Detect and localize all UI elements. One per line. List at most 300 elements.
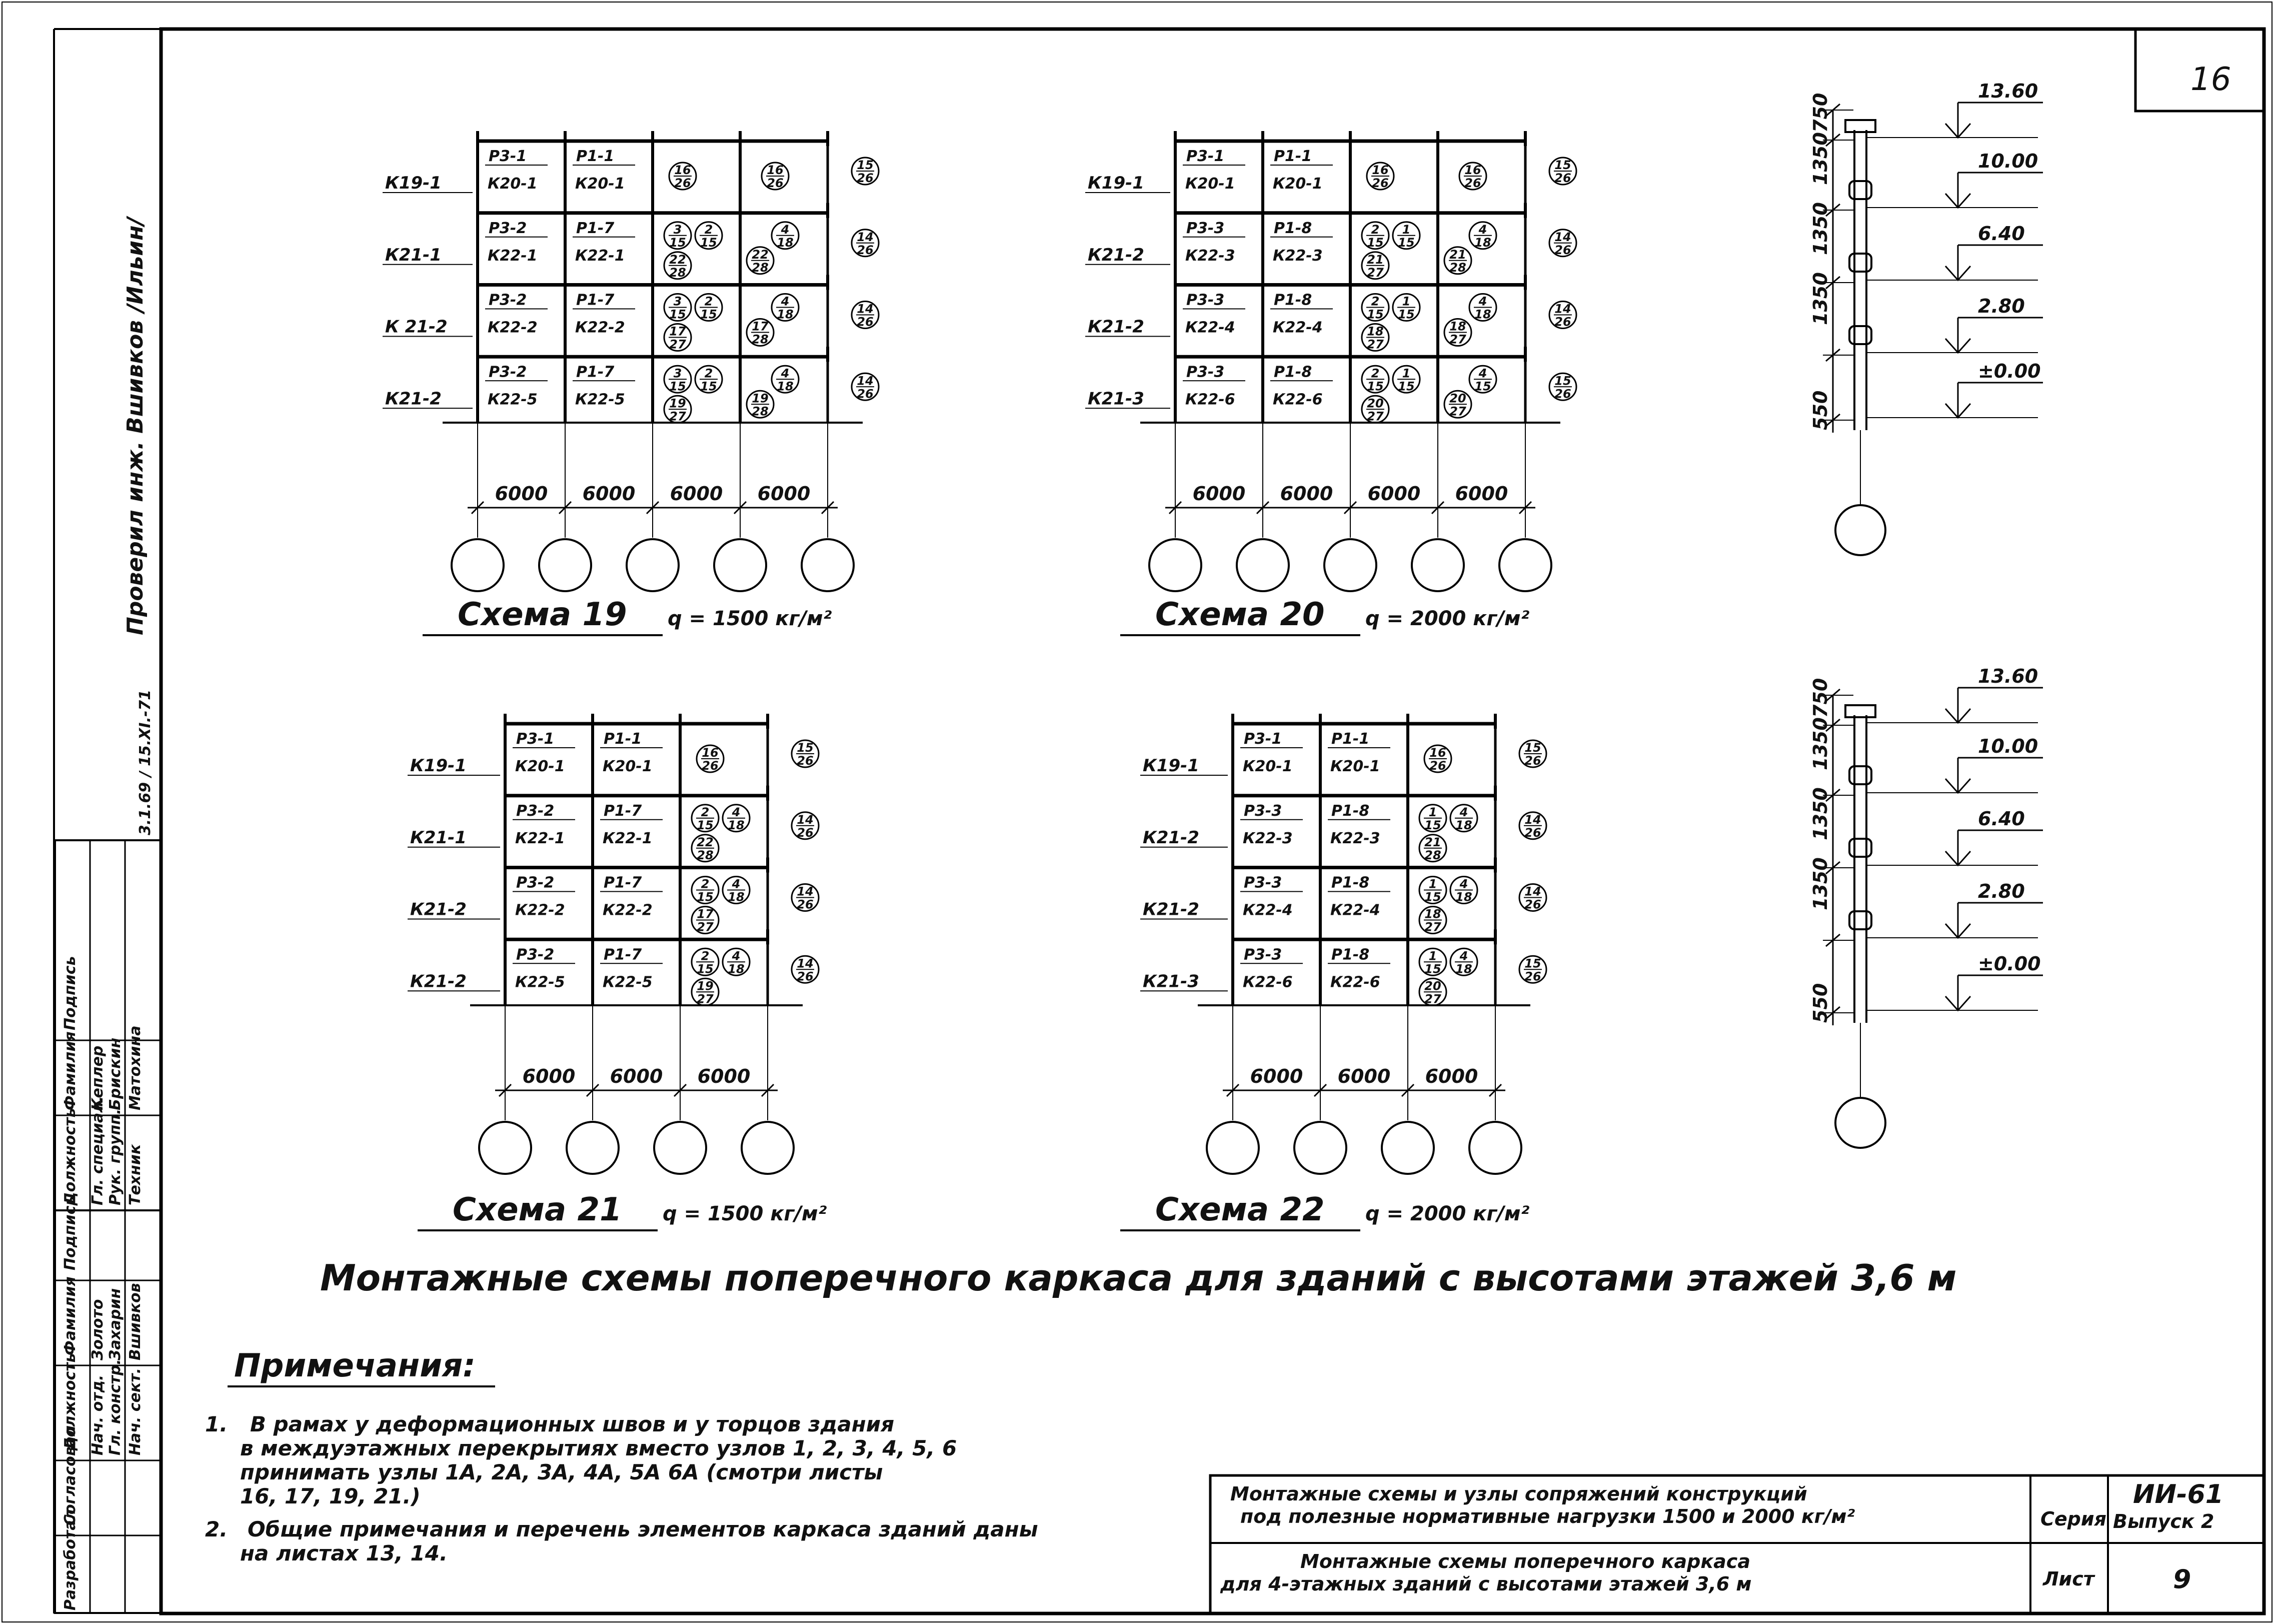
node-sheet: 18 <box>777 235 794 250</box>
node-sheet: 15 <box>1424 818 1441 832</box>
left-column-label: К21-2 <box>1088 245 1144 265</box>
node-number: 15 <box>1524 741 1541 755</box>
column-label: К20-1 <box>1185 175 1235 193</box>
scheme-title: Схема 19 <box>458 596 627 633</box>
node-sheet: 27 <box>669 409 686 424</box>
beam-label: Р1-1 <box>604 730 642 748</box>
node-sheet: 26 <box>857 243 874 257</box>
column-label: К22-3 <box>1330 829 1380 847</box>
span-dimension: 6000 <box>757 483 811 505</box>
beam-label: Р1-7 <box>604 874 642 892</box>
axis-circle <box>1294 1122 1346 1174</box>
beam-label: Р3-3 <box>1186 291 1225 309</box>
column-label: К22-1 <box>515 829 565 847</box>
node-ref <box>1469 366 1496 393</box>
node-number: 4 <box>781 366 790 381</box>
node-sheet: 15 <box>1367 235 1384 250</box>
height-dimension: 1350 <box>1809 717 1831 770</box>
column-label: К22-6 <box>1330 973 1380 991</box>
node-sheet: 15 <box>697 818 714 832</box>
node-ref <box>664 366 691 393</box>
node-sheet: 27 <box>1367 337 1384 352</box>
left-column-label: К21-3 <box>1143 971 1199 992</box>
node-sheet: 26 <box>857 171 874 185</box>
node-sheet: 26 <box>702 759 719 773</box>
node-ref <box>1393 222 1420 250</box>
axis-circle <box>1835 1098 1885 1148</box>
column-label: К22-3 <box>1273 247 1323 265</box>
node-number: 19 <box>752 391 769 406</box>
node-sheet: 15 <box>1474 379 1491 394</box>
axis-circle <box>1149 539 1201 591</box>
column-label: К22-3 <box>1185 247 1235 265</box>
span-dimension: 6000 <box>1425 1065 1478 1087</box>
issue-value: Выпуск 2 <box>2113 1510 2214 1532</box>
column-label: К20-1 <box>1243 758 1293 775</box>
column-label: К20-1 <box>488 175 538 193</box>
node-sheet: 18 <box>777 307 794 322</box>
node-ref <box>1419 907 1446 934</box>
axis-circle <box>1237 539 1289 591</box>
node-number: 17 <box>752 319 769 334</box>
stamp-name: Матохина <box>127 1025 144 1110</box>
node-number: 14 <box>1554 230 1571 244</box>
axis-circle <box>714 539 766 591</box>
note-line: В рамах у деформационных швов и у торцов здания <box>250 1412 895 1436</box>
axis-circle <box>627 539 679 591</box>
node-ref <box>697 745 724 773</box>
scheme-title: Схема 22 <box>1155 1191 1325 1228</box>
node-sheet: 18 <box>1474 235 1491 250</box>
main-title: Монтажные схемы поперечного каркаса для зданий с высотами этажей 3,6 м <box>320 1257 1957 1299</box>
node-sheet: 26 <box>1524 969 1541 984</box>
node-ref <box>1362 222 1389 250</box>
left-column-label: К19-1 <box>1143 756 1199 776</box>
level-value: 10.00 <box>1978 735 2038 757</box>
column-console <box>1849 839 1871 857</box>
node-sheet: 27 <box>697 992 714 1006</box>
node-sheet: 26 <box>1372 176 1389 190</box>
node-ref <box>723 805 750 832</box>
node-number: 3 <box>673 366 682 381</box>
node-ref <box>772 294 799 322</box>
node-ref <box>1419 835 1446 862</box>
left-column-label: К19-1 <box>385 173 442 193</box>
stamp-header-name-1: Фамилия <box>62 1276 79 1355</box>
node-ref <box>664 222 691 250</box>
node-sheet: 15 <box>669 379 686 394</box>
node-number: 2 <box>1371 294 1380 309</box>
column-label: К20-1 <box>603 758 653 775</box>
beam-label: Р3-2 <box>489 219 527 237</box>
node-number: 14 <box>797 956 814 971</box>
beam-label: Р1-7 <box>604 946 642 964</box>
sheet-title-1: Монтажные схемы поперечного каркаса <box>1300 1550 1750 1572</box>
node-sheet: 26 <box>1524 825 1541 840</box>
scheme-load: q = 1500 кг/м² <box>668 607 832 630</box>
node-ref <box>1444 319 1471 347</box>
elevation-diagram-1 <box>1809 80 2043 555</box>
node-sheet: 15 <box>1424 962 1441 976</box>
beam-label: Р1-8 <box>1331 946 1370 964</box>
beam-label: Р1-7 <box>604 802 642 820</box>
node-ref <box>792 884 819 912</box>
stamp-name: Кеплер <box>89 1045 107 1110</box>
node-number: 16 <box>1372 163 1389 177</box>
height-dimension: 1350 <box>1809 132 1831 185</box>
node-number: 1 <box>1428 805 1437 819</box>
stamp-name: Золото <box>89 1299 107 1360</box>
scheme-4 <box>1120 714 1546 1230</box>
node-number: 15 <box>797 741 814 755</box>
node-ref <box>852 302 879 329</box>
node-sheet: 15 <box>1367 379 1384 394</box>
sheet-label: Лист <box>2043 1568 2094 1590</box>
column-label: К22-1 <box>575 247 625 265</box>
node-sheet: 18 <box>777 379 794 394</box>
column-console <box>1849 766 1871 784</box>
sheet-value: 9 <box>2173 1564 2191 1594</box>
beam-label: Р1-8 <box>1274 291 1312 309</box>
beam-label: Р3-2 <box>489 363 527 381</box>
scheme-load: q = 2000 кг/м² <box>1365 607 1530 630</box>
series-label: Серия <box>2040 1508 2106 1530</box>
node-ref <box>1424 745 1451 773</box>
column-label: К22-4 <box>1185 319 1235 337</box>
node-sheet: 26 <box>1554 315 1571 329</box>
node-sheet: 28 <box>752 260 769 275</box>
series-value: ИИ-61 <box>2133 1479 2223 1509</box>
left-column-label: К19-1 <box>410 756 467 776</box>
node-number: 14 <box>1554 302 1571 316</box>
node-sheet: 26 <box>797 897 814 912</box>
node-number: 19 <box>697 979 714 993</box>
node-number: 21 <box>1424 835 1441 849</box>
column-label: К22-3 <box>1243 829 1293 847</box>
node-number: 4 <box>1459 805 1468 819</box>
notes <box>205 1347 1038 1565</box>
node-ref <box>852 373 879 401</box>
node-ref <box>852 158 879 185</box>
node-sheet: 27 <box>1449 404 1466 419</box>
node-number: 21 <box>1449 247 1466 262</box>
left-column-label: К21-3 <box>1088 389 1144 409</box>
span-dimension: 6000 <box>670 483 723 505</box>
node-number: 15 <box>1524 956 1541 971</box>
node-number: 15 <box>857 158 874 172</box>
node-sheet: 15 <box>700 379 717 394</box>
node-number: 14 <box>1524 812 1541 827</box>
stamp-role: Гл. специал. <box>89 1096 107 1205</box>
level-value: 6.40 <box>1978 808 2025 830</box>
beam-label: Р1-1 <box>576 148 615 165</box>
stamp-block <box>55 690 161 1613</box>
node-ref <box>1549 302 1576 329</box>
node-ref <box>1450 948 1477 976</box>
node-number: 16 <box>1429 746 1446 760</box>
title-block <box>1210 1475 2264 1613</box>
column-label: К22-5 <box>575 391 625 409</box>
node-ref <box>664 396 691 423</box>
node-ref <box>1459 163 1486 190</box>
node-ref <box>747 247 774 275</box>
span-dimension: 6000 <box>1337 1065 1391 1087</box>
node-sheet: 18 <box>728 890 745 904</box>
left-column-label: К21-1 <box>385 245 442 265</box>
stamp-role: Рук. групп. <box>107 1108 124 1205</box>
height-dimension: 1350 <box>1809 202 1831 255</box>
column-console <box>1849 911 1871 929</box>
node-ref <box>1367 163 1394 190</box>
node-number: 20 <box>1449 391 1466 406</box>
node-sheet: 26 <box>1554 243 1571 257</box>
span-dimension: 6000 <box>522 1065 576 1087</box>
axis-circle <box>1835 505 1885 555</box>
node-number: 14 <box>857 374 874 388</box>
node-ref <box>723 948 750 976</box>
node-ref <box>1549 230 1576 257</box>
node-number: 14 <box>797 884 814 899</box>
node-number: 18 <box>1449 319 1466 334</box>
node-ref <box>1450 877 1477 904</box>
scheme-load: q = 2000 кг/м² <box>1365 1202 1530 1225</box>
node-sheet: 28 <box>752 404 769 419</box>
axis-circle <box>1382 1122 1434 1174</box>
beam-label: Р3-1 <box>516 730 555 748</box>
node-sheet: 15 <box>700 307 717 322</box>
node-number: 2 <box>701 877 710 891</box>
node-sheet: 27 <box>1367 265 1384 280</box>
beam-label: Р3-1 <box>1186 148 1225 165</box>
node-ref <box>772 222 799 250</box>
node-number: 18 <box>1424 907 1441 921</box>
beam-label: Р1-8 <box>1331 802 1370 820</box>
node-sheet: 15 <box>697 890 714 904</box>
scheme-title: Схема 21 <box>453 1191 622 1228</box>
node-ref <box>1419 978 1446 1006</box>
column-label: К20-1 <box>515 758 565 775</box>
span-dimension: 6000 <box>1250 1065 1303 1087</box>
node-ref <box>1362 294 1389 322</box>
series-title-1: Монтажные схемы и узлы сопряжений конструкций <box>1230 1483 1807 1505</box>
node-number: 22 <box>669 252 686 267</box>
beam-label: Р1-7 <box>576 219 615 237</box>
node-ref <box>1519 956 1546 983</box>
node-number: 4 <box>732 949 741 963</box>
beam-label: Р1-8 <box>1331 874 1370 892</box>
column-label: К22-2 <box>603 901 653 919</box>
node-number: 4 <box>1478 222 1487 237</box>
column-label: К22-6 <box>1243 973 1293 991</box>
axis-circle <box>1207 1122 1259 1174</box>
axis-circle <box>567 1122 619 1174</box>
node-number: 17 <box>669 324 686 339</box>
beam-label: Р3-3 <box>1244 874 1282 892</box>
column-label: К22-2 <box>488 319 538 337</box>
stamp-header-sign-2: Подпись <box>62 956 79 1030</box>
node-ref <box>1469 222 1496 250</box>
node-ref <box>852 230 879 257</box>
note-number: 1. <box>205 1412 228 1436</box>
beam-label: Р1-7 <box>576 363 615 381</box>
node-ref <box>723 877 750 904</box>
node-ref <box>1362 366 1389 393</box>
axis-circle <box>1412 539 1464 591</box>
node-sheet: 28 <box>1449 260 1466 275</box>
stamp-role: Нач. сект. <box>127 1367 144 1455</box>
span-dimension: 6000 <box>1455 483 1508 505</box>
left-column-label: К21-2 <box>1143 827 1199 848</box>
stamp-name: Вшивков <box>127 1283 144 1360</box>
stamp-header-position-2: Должность <box>62 1108 79 1205</box>
axis-circle <box>1469 1122 1521 1174</box>
column-label: К20-1 <box>1330 758 1380 775</box>
node-ref <box>695 222 722 250</box>
notes-heading: Примечания: <box>234 1347 476 1384</box>
sheet-number: 16 <box>2190 61 2231 98</box>
node-ref <box>695 294 722 322</box>
node-sheet: 28 <box>669 265 686 280</box>
node-number: 20 <box>1367 396 1384 411</box>
span-dimension: 6000 <box>1280 483 1333 505</box>
node-number: 16 <box>702 746 719 760</box>
node-ref <box>692 948 719 976</box>
height-dimension: 750 <box>1809 678 1831 718</box>
node-number: 21 <box>1367 252 1384 267</box>
height-dimension: 1350 <box>1809 272 1831 325</box>
node-ref <box>1469 294 1496 322</box>
node-sheet: 27 <box>669 337 686 352</box>
left-column-label: К 21-2 <box>385 317 448 337</box>
beam-label: Р3-1 <box>489 148 527 165</box>
node-number: 22 <box>752 247 769 262</box>
node-ref <box>1362 252 1389 280</box>
stamp-header-name-2: Фамилия <box>62 1031 79 1110</box>
node-ref <box>692 835 719 862</box>
node-sheet: 26 <box>1524 754 1541 768</box>
column-label: К22-4 <box>1273 319 1323 337</box>
height-dimension: 750 <box>1809 93 1831 133</box>
node-ref <box>1419 877 1446 904</box>
column-label: К22-1 <box>603 829 653 847</box>
column-label: К22-6 <box>1185 391 1235 409</box>
node-number: 14 <box>1524 884 1541 899</box>
left-column-label: К21-2 <box>410 899 467 920</box>
node-sheet: 26 <box>1554 171 1571 185</box>
node-number: 16 <box>674 163 691 177</box>
column-label: К22-1 <box>488 247 538 265</box>
node-sheet: 28 <box>697 848 714 862</box>
node-sheet: 15 <box>1367 307 1384 322</box>
node-sheet: 26 <box>674 176 691 190</box>
stamp-name: Захарин <box>107 1288 124 1360</box>
scheme-2 <box>1085 131 1576 635</box>
level-value: 6.40 <box>1978 223 2025 245</box>
node-ref <box>692 877 719 904</box>
column-label: К22-4 <box>1243 901 1293 919</box>
node-sheet: 26 <box>797 969 814 984</box>
beam-label: Р3-3 <box>1186 363 1225 381</box>
level-value: 10.00 <box>1978 150 2038 172</box>
node-ref <box>792 740 819 768</box>
node-ref <box>664 252 691 280</box>
level-value: 13.60 <box>1978 665 2038 687</box>
node-number: 1 <box>1402 366 1411 381</box>
level-value: ±0.00 <box>1978 953 2041 975</box>
axis-circle <box>802 539 854 591</box>
beam-label: Р1-8 <box>1274 219 1312 237</box>
column-label: К22-6 <box>1273 391 1323 409</box>
node-number: 18 <box>1367 324 1384 339</box>
node-sheet: 18 <box>728 818 745 832</box>
node-number: 17 <box>697 907 714 921</box>
node-sheet: 26 <box>1464 176 1481 190</box>
node-ref <box>1393 366 1420 393</box>
node-ref <box>792 812 819 840</box>
node-sheet: 27 <box>697 920 714 934</box>
node-number: 4 <box>732 877 741 891</box>
node-ref <box>1362 324 1389 352</box>
beam-label: Р3-1 <box>1244 730 1282 748</box>
node-sheet: 15 <box>669 235 686 250</box>
span-dimension: 6000 <box>1367 483 1421 505</box>
left-column-label: К21-2 <box>410 971 467 992</box>
column-label: К22-2 <box>515 901 565 919</box>
beam-label: Р3-3 <box>1244 946 1282 964</box>
node-sheet: 18 <box>728 962 745 976</box>
stamp-label-developed: Разработал <box>62 1509 79 1610</box>
note-line: 16, 17, 19, 21.) <box>240 1484 421 1508</box>
elevation-diagram-2 <box>1809 665 2043 1148</box>
level-value: ±0.00 <box>1978 360 2041 382</box>
node-ref <box>1450 805 1477 832</box>
span-dimension: 6000 <box>610 1065 663 1087</box>
node-sheet: 27 <box>1449 332 1466 347</box>
stamp-name: Брискин <box>107 1037 124 1110</box>
axis-circle <box>742 1122 794 1174</box>
node-ref <box>664 294 691 322</box>
level-value: 2.80 <box>1978 295 2025 317</box>
span-dimension: 6000 <box>582 483 636 505</box>
node-sheet: 15 <box>1398 307 1415 322</box>
node-ref <box>1419 948 1446 976</box>
beam-label: Р1-1 <box>1331 730 1370 748</box>
node-sheet: 26 <box>1524 897 1541 912</box>
node-ref <box>695 366 722 393</box>
node-ref <box>1444 391 1471 418</box>
node-sheet: 15 <box>1398 235 1415 250</box>
column-label: К22-5 <box>488 391 538 409</box>
sheet-title-2: для 4-этажных зданий с высотами этажей 3,6 м <box>1220 1573 1752 1595</box>
node-sheet: 28 <box>1424 848 1441 862</box>
level-value: 2.80 <box>1978 880 2025 902</box>
node-ref <box>792 956 819 983</box>
node-sheet: 15 <box>1424 890 1441 904</box>
beam-label: Р3-2 <box>489 291 527 309</box>
node-sheet: 26 <box>1429 759 1446 773</box>
node-number: 15 <box>1554 158 1571 172</box>
stamp-role: Техник <box>127 1144 144 1205</box>
node-number: 1 <box>1428 877 1437 891</box>
node-ref <box>664 324 691 352</box>
node-sheet: 18 <box>1474 307 1491 322</box>
node-number: 4 <box>1459 949 1468 963</box>
column-head <box>1845 705 1875 717</box>
axis-circle <box>654 1122 706 1174</box>
checked-by: Проверил инж. Вшивков /Ильин/ <box>123 217 148 635</box>
node-ref <box>747 391 774 418</box>
left-column-label: К21-2 <box>1088 317 1144 337</box>
